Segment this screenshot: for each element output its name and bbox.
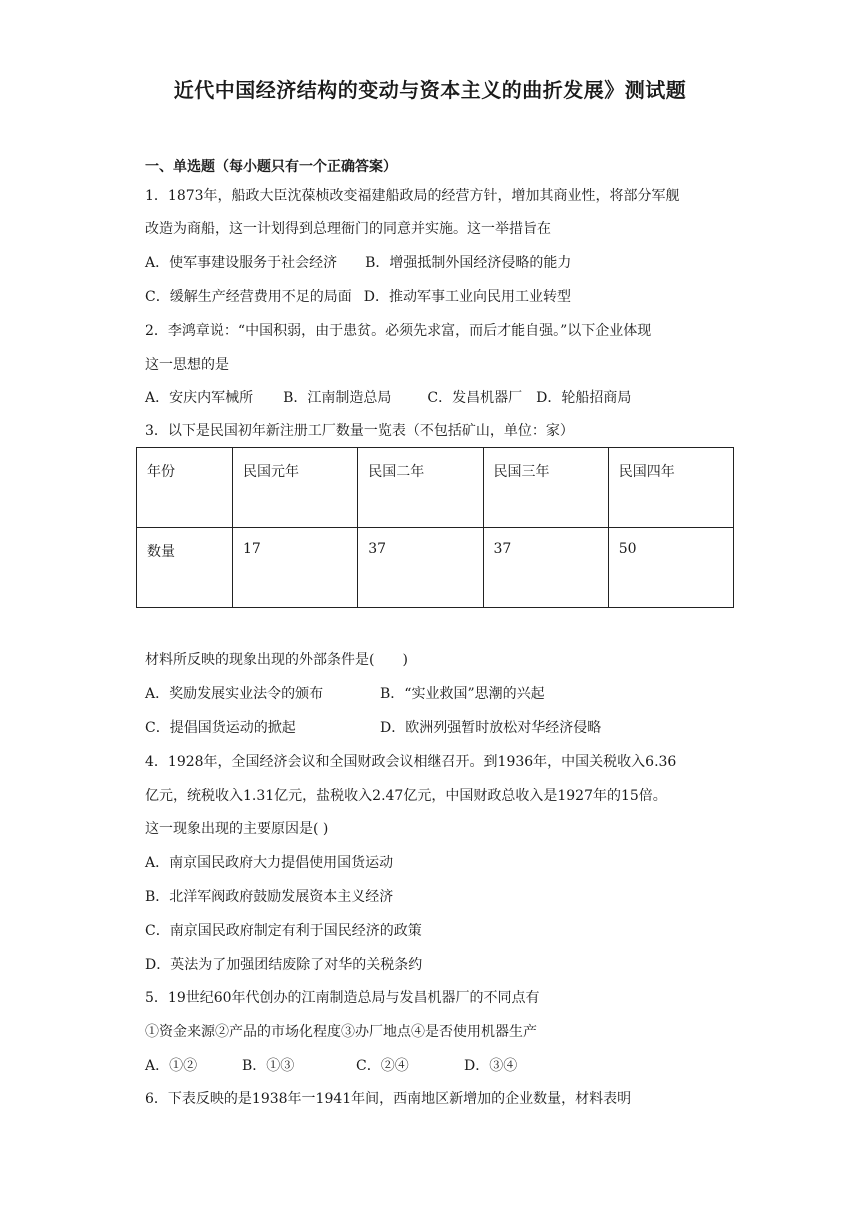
q3-option-c: C．提倡国货运动的掀起 — [145, 720, 296, 736]
table-cell: 民国三年 — [483, 448, 608, 528]
table-header-row — [137, 448, 734, 528]
q2-option-c: C．发昌机器厂 — [427, 390, 523, 406]
q1-stem-line-2: 改造为商船，这一计划得到总理衙门的同意并实施。这一举措旨在 — [145, 221, 551, 237]
q2-stem-line-1: 2．李鸿章说：“中国积弱，由于患贫。必须先求富，而后才能自强。”以下企业体现 — [145, 323, 652, 339]
table-row — [137, 528, 734, 608]
q4-option-b: B．北洋军阀政府鼓励发展资本主义经济 — [145, 889, 394, 905]
q5-stem-line-1: 5．19世纪60年代创办的江南制造总局与发昌机器厂的不同点有 — [145, 990, 540, 1006]
q3-option-d: D．欧洲列强暂时放松对华经济侵略 — [380, 720, 602, 736]
q5-options-row — [145, 1056, 517, 1076]
q3-option-a: A．奖励发展实业法令的颁布 — [145, 686, 324, 702]
q1-option-a: A．使军事建设服务于社会经济 — [145, 255, 338, 271]
q3-stem-line-1: 3．以下是民国初年新注册工厂数量一览表（不包括矿山，单位：家） — [145, 423, 574, 439]
q3-option-b: B．“实业救国”思潮的兴起 — [380, 686, 545, 702]
q5-stem-line-2: ①资金来源②产品的市场化程度③办厂地点④是否使用机器生产 — [145, 1024, 537, 1040]
q4-stem-line-3: 这一现象出现的主要原因是( ) — [145, 821, 329, 837]
table-cell: 17 — [233, 528, 358, 608]
q2-option-d: D．轮船招商局 — [536, 390, 632, 406]
q2-options-row — [145, 388, 631, 408]
page-title: 近代中国经济结构的变动与资本主义的曲折发展》测试题 — [173, 78, 687, 102]
q5-option-a: A．①② — [145, 1058, 198, 1074]
table-cell: 50 — [608, 528, 733, 608]
table-cell: 数量 — [137, 528, 233, 608]
table-cell: 民国二年 — [358, 448, 483, 528]
q4-option-a: A．南京国民政府大力提倡使用国货运动 — [145, 855, 394, 871]
table-cell: 37 — [358, 528, 483, 608]
q4-option-d: D．英法为了加强团结废除了对华的关税条约 — [145, 957, 423, 973]
q2-option-b: B．江南制造总局 — [283, 390, 392, 406]
table-cell: 年份 — [137, 448, 233, 528]
q1-option-b: B．增强抵制外国经济侵略的能力 — [365, 255, 572, 271]
q1-options-row-1 — [145, 253, 571, 273]
q3-after-table: 材料所反映的现象出现的外部条件是( ) — [145, 652, 408, 668]
q4-stem-line-1: 4．1928年，全国经济会议和全国财政会议相继召开。到1936年，中国关税收入6.36 — [145, 754, 677, 770]
table-cell: 民国元年 — [233, 448, 358, 528]
q4-option-c: C．南京国民政府制定有利于国民经济的政策 — [145, 923, 422, 939]
q2-stem-line-2: 这一思想的是 — [145, 357, 229, 373]
q1-option-d: D．推动军事工业向民用工业转型 — [363, 289, 571, 305]
q2-option-a: A．安庆内军械所 — [145, 390, 254, 406]
q3-options-row-2 — [145, 718, 601, 738]
q1-option-c: C．缓解生产经营费用不足的局面 — [145, 289, 352, 305]
q5-option-d: D．③④ — [464, 1058, 518, 1074]
q1-options-row-2 — [145, 287, 571, 307]
q4-stem-line-2: 亿元，统税收入1.31亿元，盐税收入2.47亿元，中国财政总收入是1927年的15倍。 — [145, 788, 667, 804]
factory-count-table — [136, 447, 734, 608]
q5-option-c: C．②④ — [356, 1058, 409, 1074]
section-heading: 一、单选题（每小题只有一个正确答案） — [145, 159, 397, 175]
q3-options-row-1 — [145, 684, 545, 704]
q5-option-b: B．①③ — [242, 1058, 295, 1074]
table-cell: 民国四年 — [608, 448, 733, 528]
table-cell: 37 — [483, 528, 608, 608]
q1-stem-line-1: 1．1873年，船政大臣沈葆桢改变福建船政局的经营方针，增加其商业性，将部分军舰 — [145, 188, 680, 204]
q6-stem-line-1: 6．下表反映的是1938年一1941年间，西南地区新增加的企业数量，材料表明 — [145, 1091, 632, 1107]
